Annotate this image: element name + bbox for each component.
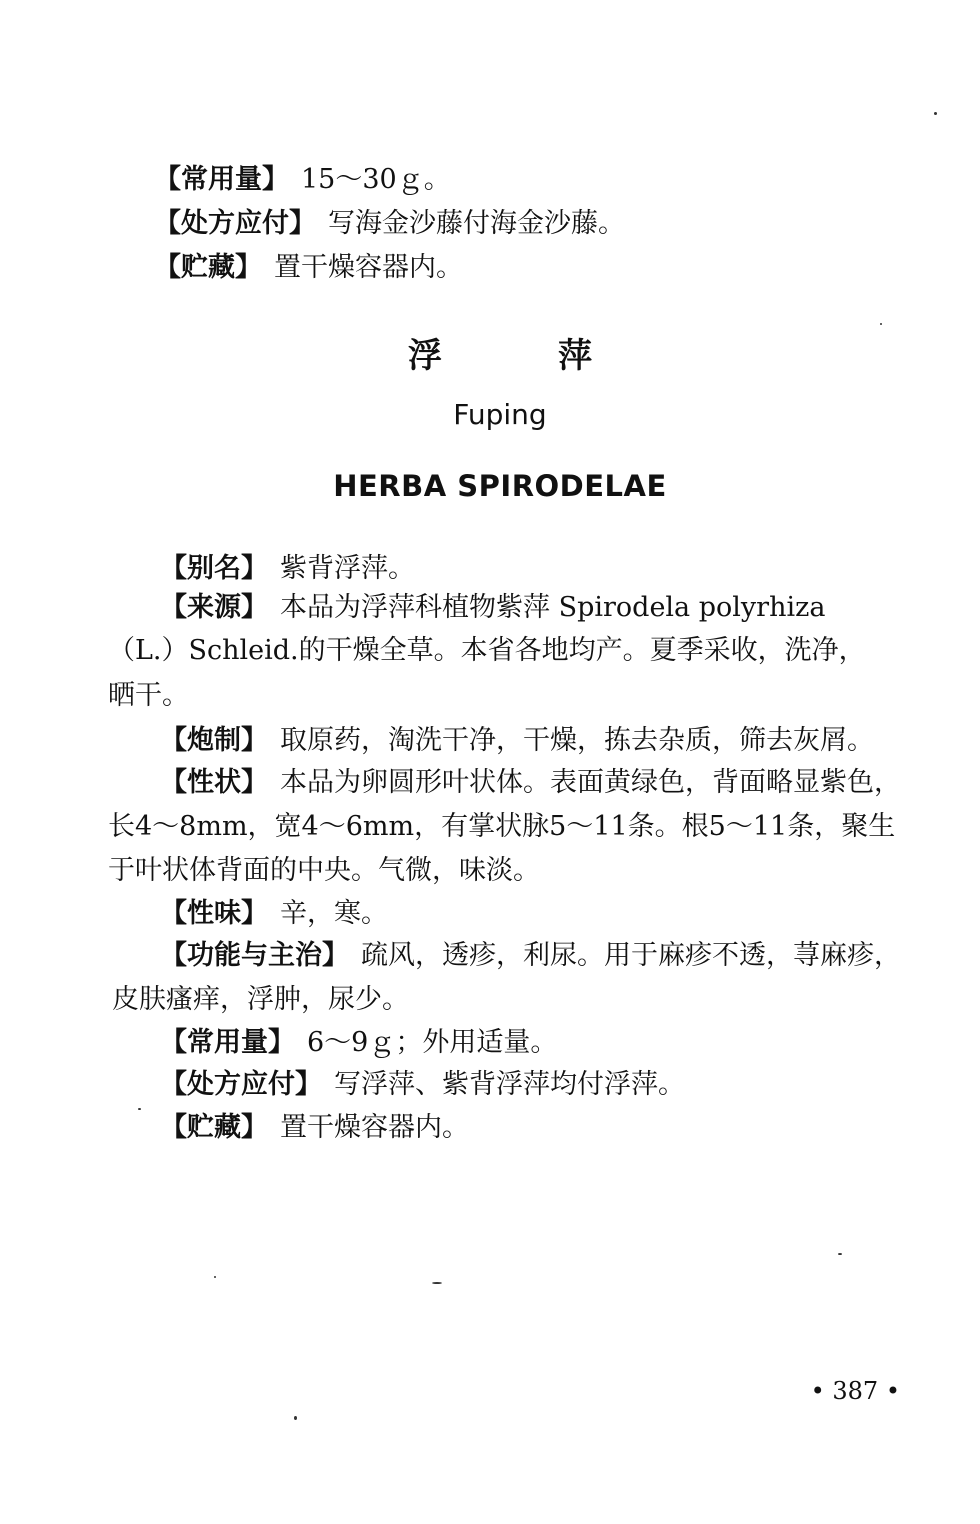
prev-storage-text: 置干燥容器内。 xyxy=(274,252,463,283)
scan-speck xyxy=(934,112,937,115)
scan-speck xyxy=(432,1282,442,1284)
storage-line xyxy=(160,1111,469,1145)
function-text-1: 疏风，透疹，利尿。用于麻疹不透，荨麻疹， xyxy=(361,940,901,971)
prev-prescription-label: 【处方应付】 xyxy=(154,208,316,239)
prev-dosage-line xyxy=(154,163,451,197)
prescription-label: 【处方应付】 xyxy=(160,1069,322,1100)
taste-text: 辛，寒。 xyxy=(280,898,388,929)
description-line-1 xyxy=(160,766,901,800)
page-number: • 387 • xyxy=(810,1377,900,1405)
dosage-label: 【常用量】 xyxy=(160,1027,295,1058)
dosage-text: 6～9ｇ；外用适量。 xyxy=(307,1027,558,1058)
prev-dosage-text: 15～30ｇ。 xyxy=(301,164,451,195)
processing-line xyxy=(160,724,874,758)
scan-speck xyxy=(214,1276,216,1278)
entry-title xyxy=(0,336,980,376)
storage-label: 【贮藏】 xyxy=(160,1112,268,1143)
processing-text: 取原药，淘洗干净，干燥，拣去杂质，筛去灰屑。 xyxy=(280,725,874,756)
scan-speck xyxy=(880,323,882,325)
scan-speck xyxy=(138,1108,141,1110)
prev-storage-line xyxy=(154,251,463,285)
alias-label: 【别名】 xyxy=(160,553,268,584)
description-line-3: 于叶状体背面的中央。气微，味淡。 xyxy=(108,855,540,886)
prescription-text: 写浮萍、紫背浮萍均付浮萍。 xyxy=(334,1069,685,1100)
function-line-2: 皮肤瘙痒，浮肿，尿少。 xyxy=(112,984,409,1015)
processing-label: 【炮制】 xyxy=(160,725,268,756)
scan-speck xyxy=(838,1253,842,1255)
alias-line xyxy=(160,552,415,586)
description-line-2: 长4～8mm，宽4～6mm，有掌状脉5～11条。根5～11条，聚生 xyxy=(108,811,896,842)
entry-latin-name: HERBA SPIRODELAE xyxy=(333,469,667,503)
taste-label: 【性味】 xyxy=(160,898,268,929)
description-text-1: 本品为卵圆形叶状体。表面黄绿色，背面略显紫色， xyxy=(280,767,901,798)
taste-line xyxy=(160,897,388,931)
source-line-3: 晒干。 xyxy=(108,680,189,711)
dosage-line xyxy=(160,1026,557,1060)
entry-pinyin: Fuping xyxy=(453,398,547,431)
source-text-1: 本品为浮萍科植物紫萍 Spirodela polyrhiza xyxy=(280,592,826,623)
entry-title-char-2: 萍 xyxy=(558,336,592,376)
function-line-1 xyxy=(160,939,901,973)
entry-title-char-1: 浮 xyxy=(408,336,442,376)
scan-speck xyxy=(294,1416,297,1420)
alias-text: 紫背浮萍。 xyxy=(280,553,415,584)
prescription-line xyxy=(160,1068,685,1102)
prev-dosage-label: 【常用量】 xyxy=(154,164,289,195)
function-label: 【功能与主治】 xyxy=(160,940,349,971)
source-line-1 xyxy=(160,591,825,625)
prev-prescription-text: 写海金沙藤付海金沙藤。 xyxy=(328,208,625,239)
description-label: 【性状】 xyxy=(160,767,268,798)
prev-storage-label: 【贮藏】 xyxy=(154,252,262,283)
source-line-2: （L.）Schleid.的干燥全草。本省各地均产。夏季采收，洗净， xyxy=(108,635,866,666)
storage-text: 置干燥容器内。 xyxy=(280,1112,469,1143)
prev-prescription-line xyxy=(154,207,625,241)
source-label: 【来源】 xyxy=(160,592,268,623)
